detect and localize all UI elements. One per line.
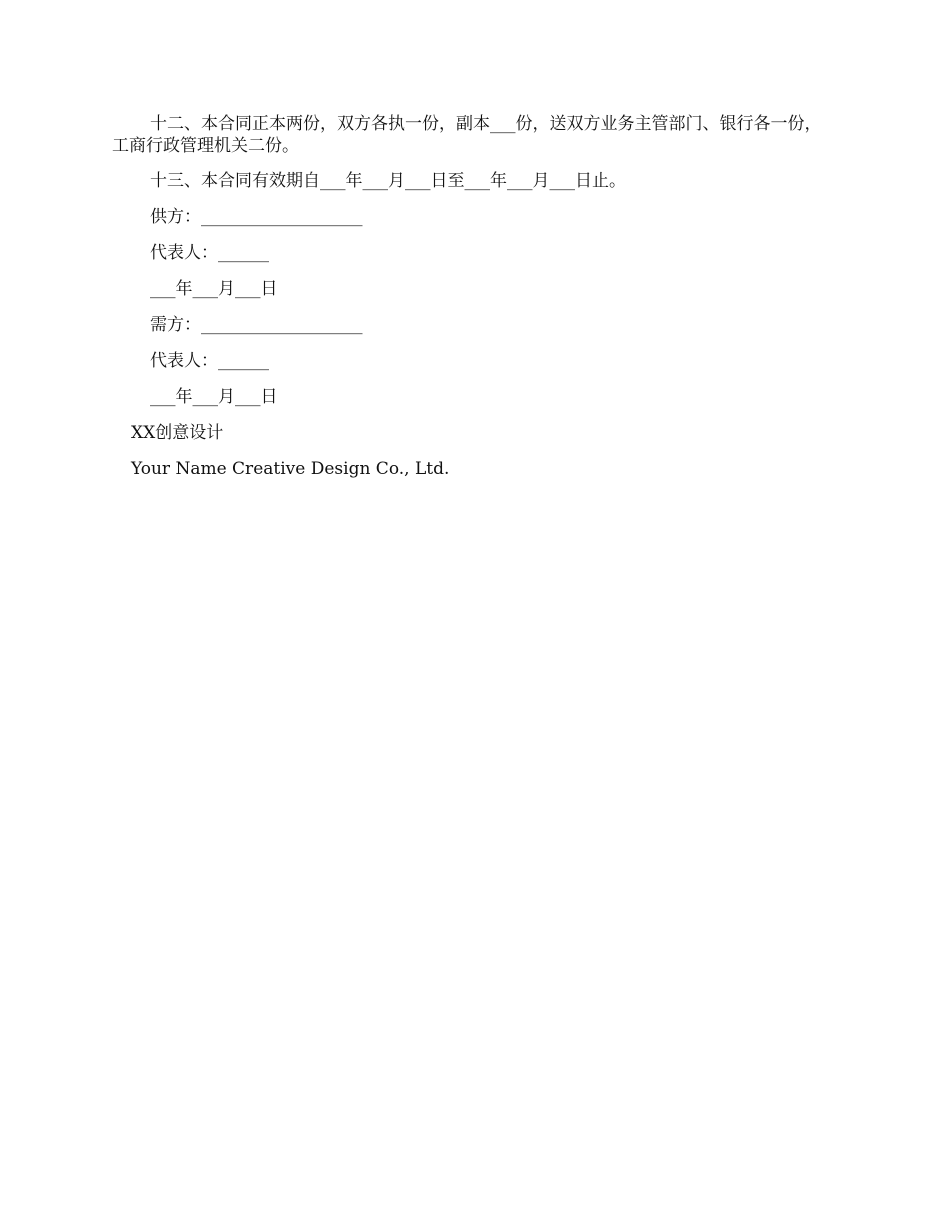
clause-13: 十三、本合同有效期自___年___月___日至___年___月___日止。 [150, 171, 626, 191]
buyer-label: 需方：___________________ [150, 315, 363, 335]
company-name-en: Your Name Creative Design Co., Ltd. [131, 459, 450, 479]
clause-12: 十二、本合同正本两份，双方各执一份，副本___份，送双方业务主管部门、银行各一份，工商行政管理机关二份。 [112, 114, 822, 156]
supplier-label: 供方：___________________ [150, 207, 363, 227]
buyer-representative: 代表人：______ [150, 351, 269, 371]
company-name-cn: XX创意设计 [131, 423, 224, 443]
supplier-representative: 代表人：______ [150, 243, 269, 263]
buyer-date: ___年___月___日 [150, 387, 278, 407]
supplier-date: ___年___月___日 [150, 279, 278, 299]
